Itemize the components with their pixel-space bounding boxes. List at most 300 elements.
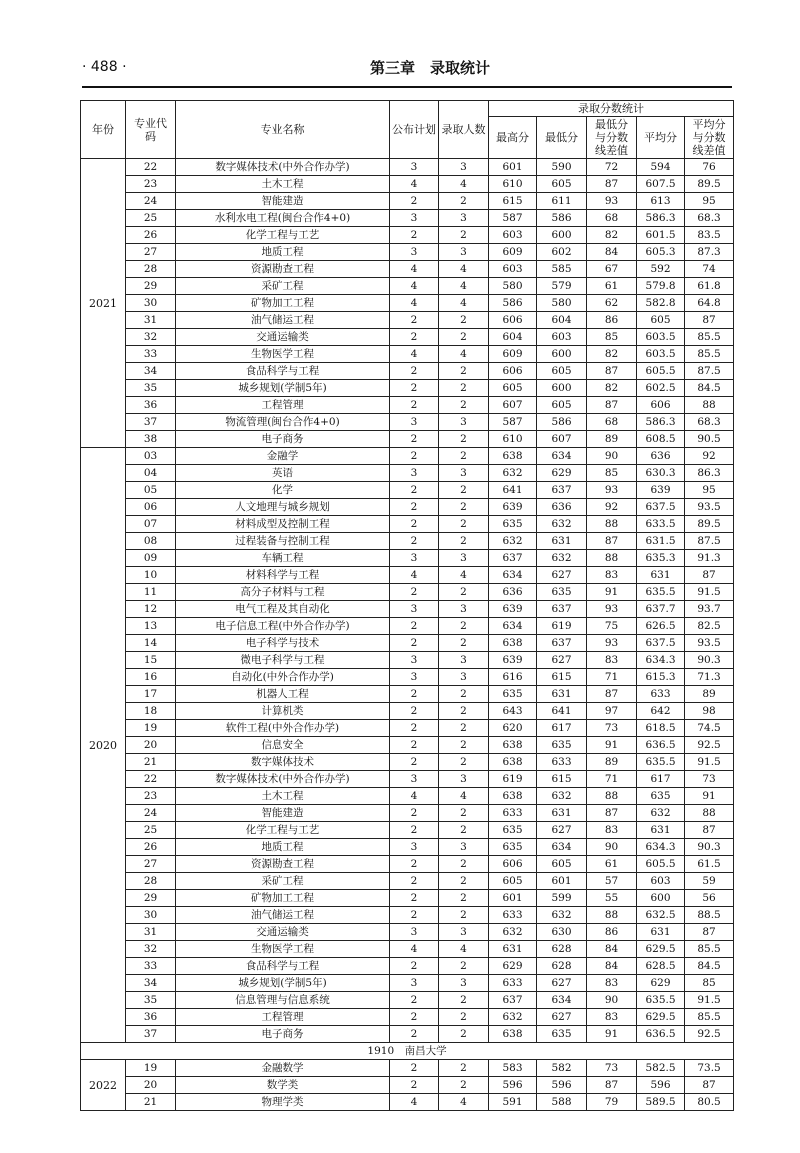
plan-cell: 2 bbox=[390, 431, 439, 448]
table-row bbox=[81, 958, 734, 975]
max-cell: 610 bbox=[489, 431, 537, 448]
max-cell: 635 bbox=[489, 822, 537, 839]
max-cell: 601 bbox=[489, 159, 537, 176]
code-cell: 37 bbox=[126, 1026, 176, 1043]
plan-cell: 2 bbox=[390, 737, 439, 754]
avg-diff-cell: 85.5 bbox=[685, 1009, 734, 1026]
table-row bbox=[81, 176, 734, 193]
avg-diff-cell: 89 bbox=[685, 686, 734, 703]
plan-cell: 2 bbox=[390, 1077, 439, 1094]
table-row bbox=[81, 754, 734, 771]
table-row bbox=[81, 278, 734, 295]
major-cell: 采矿工程 bbox=[176, 278, 390, 295]
table-row bbox=[81, 329, 734, 346]
min-cell: 630 bbox=[537, 924, 587, 941]
max-cell: 639 bbox=[489, 499, 537, 516]
avg-diff-cell: 91.3 bbox=[685, 550, 734, 567]
avg-diff-cell: 91.5 bbox=[685, 754, 734, 771]
max-cell: 605 bbox=[489, 873, 537, 890]
min-cell: 628 bbox=[537, 958, 587, 975]
min-diff-cell: 83 bbox=[587, 822, 637, 839]
min-cell: 580 bbox=[537, 295, 587, 312]
avg-cell: 617 bbox=[637, 771, 685, 788]
table-row bbox=[81, 380, 734, 397]
admitted-cell: 3 bbox=[439, 975, 489, 992]
avg-cell: 635 bbox=[637, 788, 685, 805]
avg-cell: 636.5 bbox=[637, 737, 685, 754]
min-cell: 605 bbox=[537, 856, 587, 873]
table-row bbox=[81, 771, 734, 788]
plan-cell: 2 bbox=[390, 686, 439, 703]
min-diff-cell: 88 bbox=[587, 550, 637, 567]
avg-diff-cell: 74 bbox=[685, 261, 734, 278]
max-cell: 637 bbox=[489, 550, 537, 567]
code-cell: 22 bbox=[126, 771, 176, 788]
admitted-cell: 2 bbox=[439, 584, 489, 601]
major-cell: 化学 bbox=[176, 482, 390, 499]
code-cell: 30 bbox=[126, 295, 176, 312]
avg-diff-cell: 89.5 bbox=[685, 516, 734, 533]
major-cell: 土木工程 bbox=[176, 176, 390, 193]
min-diff-cell: 85 bbox=[587, 329, 637, 346]
code-cell: 29 bbox=[126, 890, 176, 907]
min-diff-cell: 85 bbox=[587, 465, 637, 482]
major-cell: 食品科学与工程 bbox=[176, 363, 390, 380]
major-cell: 人文地理与城乡规划 bbox=[176, 499, 390, 516]
table-row bbox=[81, 312, 734, 329]
admitted-cell: 4 bbox=[439, 261, 489, 278]
table-row bbox=[81, 448, 734, 465]
avg-cell: 605 bbox=[637, 312, 685, 329]
code-cell: 26 bbox=[126, 839, 176, 856]
major-cell: 物流管理(闽台合作4+0) bbox=[176, 414, 390, 431]
code-cell: 24 bbox=[126, 193, 176, 210]
min-diff-cell: 68 bbox=[587, 414, 637, 431]
major-cell: 电子商务 bbox=[176, 1026, 390, 1043]
avg-cell: 632 bbox=[637, 805, 685, 822]
year-cell: 2022 bbox=[81, 1060, 126, 1111]
avg-cell: 601.5 bbox=[637, 227, 685, 244]
major-cell: 数学类 bbox=[176, 1077, 390, 1094]
avg-cell: 635.5 bbox=[637, 584, 685, 601]
min-diff-cell: 57 bbox=[587, 873, 637, 890]
major-cell: 电气工程及其自动化 bbox=[176, 601, 390, 618]
code-cell: 21 bbox=[126, 1094, 176, 1111]
min-diff-cell: 82 bbox=[587, 346, 637, 363]
min-cell: 633 bbox=[537, 754, 587, 771]
code-cell: 36 bbox=[126, 397, 176, 414]
max-cell: 586 bbox=[489, 295, 537, 312]
max-cell: 629 bbox=[489, 958, 537, 975]
major-cell: 信息安全 bbox=[176, 737, 390, 754]
admitted-cell: 2 bbox=[439, 754, 489, 771]
admitted-cell: 2 bbox=[439, 992, 489, 1009]
avg-diff-cell: 93.7 bbox=[685, 601, 734, 618]
major-cell: 化学工程与工艺 bbox=[176, 227, 390, 244]
admitted-cell: 3 bbox=[439, 839, 489, 856]
code-cell: 12 bbox=[126, 601, 176, 618]
plan-cell: 2 bbox=[390, 1026, 439, 1043]
major-cell: 计算机类 bbox=[176, 703, 390, 720]
avg-cell: 635.3 bbox=[637, 550, 685, 567]
max-cell: 606 bbox=[489, 363, 537, 380]
avg-cell: 637.5 bbox=[637, 635, 685, 652]
admitted-cell: 2 bbox=[439, 499, 489, 516]
avg-diff-cell: 85 bbox=[685, 975, 734, 992]
min-cell: 635 bbox=[537, 737, 587, 754]
min-cell: 634 bbox=[537, 992, 587, 1009]
min-diff-cell: 84 bbox=[587, 941, 637, 958]
avg-diff-cell: 68.3 bbox=[685, 210, 734, 227]
code-cell: 27 bbox=[126, 244, 176, 261]
avg-cell: 586.3 bbox=[637, 414, 685, 431]
major-cell: 水利水电工程(闽台合作4+0) bbox=[176, 210, 390, 227]
admitted-cell: 2 bbox=[439, 533, 489, 550]
code-cell: 22 bbox=[126, 159, 176, 176]
table-row bbox=[81, 1060, 734, 1077]
min-cell: 615 bbox=[537, 771, 587, 788]
min-cell: 603 bbox=[537, 329, 587, 346]
avg-cell: 626.5 bbox=[637, 618, 685, 635]
admitted-cell: 4 bbox=[439, 1094, 489, 1111]
avg-cell: 632.5 bbox=[637, 907, 685, 924]
avg-cell: 603 bbox=[637, 873, 685, 890]
avg-diff-cell: 73 bbox=[685, 771, 734, 788]
max-cell: 632 bbox=[489, 1009, 537, 1026]
admitted-cell: 2 bbox=[439, 363, 489, 380]
plan-cell: 2 bbox=[390, 380, 439, 397]
major-cell: 过程装备与控制工程 bbox=[176, 533, 390, 550]
min-diff-cell: 72 bbox=[587, 159, 637, 176]
code-cell: 21 bbox=[126, 754, 176, 771]
avg-cell: 636 bbox=[637, 448, 685, 465]
major-cell: 信息管理与信息系统 bbox=[176, 992, 390, 1009]
code-cell: 19 bbox=[126, 1060, 176, 1077]
major-cell: 车辆工程 bbox=[176, 550, 390, 567]
max-cell: 587 bbox=[489, 414, 537, 431]
avg-cell: 594 bbox=[637, 159, 685, 176]
avg-diff-cell: 87 bbox=[685, 312, 734, 329]
min-diff-cell: 91 bbox=[587, 737, 637, 754]
admitted-cell: 4 bbox=[439, 941, 489, 958]
min-diff-cell: 91 bbox=[587, 584, 637, 601]
avg-diff-cell: 95 bbox=[685, 193, 734, 210]
min-diff-cell: 97 bbox=[587, 703, 637, 720]
min-cell: 600 bbox=[537, 227, 587, 244]
major-cell: 数字媒体技术(中外合作办学) bbox=[176, 159, 390, 176]
major-cell: 生物医学工程 bbox=[176, 346, 390, 363]
plan-cell: 2 bbox=[390, 329, 439, 346]
avg-cell: 607.5 bbox=[637, 176, 685, 193]
code-cell: 07 bbox=[126, 516, 176, 533]
header-year: 年份 bbox=[81, 101, 126, 159]
min-diff-cell: 73 bbox=[587, 720, 637, 737]
avg-diff-cell: 93.5 bbox=[685, 499, 734, 516]
avg-cell: 603.5 bbox=[637, 329, 685, 346]
min-cell: 605 bbox=[537, 397, 587, 414]
admitted-cell: 3 bbox=[439, 244, 489, 261]
min-diff-cell: 67 bbox=[587, 261, 637, 278]
major-cell: 工程管理 bbox=[176, 397, 390, 414]
min-cell: 600 bbox=[537, 346, 587, 363]
header-admitted: 录取人数 bbox=[439, 101, 489, 159]
max-cell: 631 bbox=[489, 941, 537, 958]
max-cell: 615 bbox=[489, 193, 537, 210]
major-cell: 地质工程 bbox=[176, 839, 390, 856]
avg-cell: 615.3 bbox=[637, 669, 685, 686]
plan-cell: 3 bbox=[390, 159, 439, 176]
plan-cell: 2 bbox=[390, 227, 439, 244]
code-cell: 04 bbox=[126, 465, 176, 482]
avg-cell: 629 bbox=[637, 975, 685, 992]
table-row bbox=[81, 193, 734, 210]
min-diff-cell: 88 bbox=[587, 907, 637, 924]
max-cell: 638 bbox=[489, 1026, 537, 1043]
min-diff-cell: 93 bbox=[587, 193, 637, 210]
code-cell: 16 bbox=[126, 669, 176, 686]
min-cell: 637 bbox=[537, 601, 587, 618]
avg-diff-cell: 76 bbox=[685, 159, 734, 176]
avg-cell: 631 bbox=[637, 567, 685, 584]
admission-table bbox=[80, 100, 734, 1111]
min-diff-cell: 86 bbox=[587, 312, 637, 329]
major-cell: 数字媒体技术 bbox=[176, 754, 390, 771]
header-max: 最高分 bbox=[489, 117, 537, 159]
major-cell: 工程管理 bbox=[176, 1009, 390, 1026]
min-diff-cell: 83 bbox=[587, 975, 637, 992]
max-cell: 641 bbox=[489, 482, 537, 499]
max-cell: 603 bbox=[489, 261, 537, 278]
avg-cell: 635.5 bbox=[637, 992, 685, 1009]
min-cell: 579 bbox=[537, 278, 587, 295]
max-cell: 609 bbox=[489, 346, 537, 363]
admitted-cell: 2 bbox=[439, 329, 489, 346]
code-cell: 34 bbox=[126, 975, 176, 992]
plan-cell: 2 bbox=[390, 822, 439, 839]
table-row bbox=[81, 856, 734, 873]
max-cell: 610 bbox=[489, 176, 537, 193]
min-cell: 596 bbox=[537, 1077, 587, 1094]
plan-cell: 2 bbox=[390, 873, 439, 890]
avg-diff-cell: 82.5 bbox=[685, 618, 734, 635]
avg-diff-cell: 92.5 bbox=[685, 1026, 734, 1043]
code-cell: 32 bbox=[126, 329, 176, 346]
avg-diff-cell: 85.5 bbox=[685, 941, 734, 958]
max-cell: 634 bbox=[489, 567, 537, 584]
avg-diff-cell: 84.5 bbox=[685, 958, 734, 975]
table-row bbox=[81, 244, 734, 261]
code-cell: 29 bbox=[126, 278, 176, 295]
min-diff-cell: 84 bbox=[587, 958, 637, 975]
major-cell: 土木工程 bbox=[176, 788, 390, 805]
header-code: 专业代码 bbox=[126, 101, 176, 159]
table-row bbox=[81, 635, 734, 652]
max-cell: 638 bbox=[489, 737, 537, 754]
plan-cell: 3 bbox=[390, 771, 439, 788]
admitted-cell: 2 bbox=[439, 1026, 489, 1043]
min-cell: 586 bbox=[537, 210, 587, 227]
code-cell: 35 bbox=[126, 992, 176, 1009]
code-cell: 26 bbox=[126, 227, 176, 244]
avg-cell: 596 bbox=[637, 1077, 685, 1094]
min-diff-cell: 92 bbox=[587, 499, 637, 516]
max-cell: 607 bbox=[489, 397, 537, 414]
avg-cell: 637.7 bbox=[637, 601, 685, 618]
min-cell: 607 bbox=[537, 431, 587, 448]
max-cell: 616 bbox=[489, 669, 537, 686]
table-row bbox=[81, 720, 734, 737]
min-diff-cell: 84 bbox=[587, 244, 637, 261]
code-cell: 23 bbox=[126, 788, 176, 805]
plan-cell: 2 bbox=[390, 703, 439, 720]
min-diff-cell: 87 bbox=[587, 363, 637, 380]
min-cell: 629 bbox=[537, 465, 587, 482]
code-cell: 10 bbox=[126, 567, 176, 584]
max-cell: 609 bbox=[489, 244, 537, 261]
avg-diff-cell: 64.8 bbox=[685, 295, 734, 312]
admitted-cell: 3 bbox=[439, 159, 489, 176]
table-row bbox=[81, 567, 734, 584]
plan-cell: 4 bbox=[390, 295, 439, 312]
header-rule bbox=[82, 86, 732, 88]
admitted-cell: 2 bbox=[439, 890, 489, 907]
table-row bbox=[81, 227, 734, 244]
avg-diff-cell: 87.3 bbox=[685, 244, 734, 261]
table-row bbox=[81, 414, 734, 431]
min-diff-cell: 75 bbox=[587, 618, 637, 635]
min-diff-cell: 82 bbox=[587, 227, 637, 244]
major-cell: 金融数学 bbox=[176, 1060, 390, 1077]
major-cell: 矿物加工工程 bbox=[176, 890, 390, 907]
plan-cell: 2 bbox=[390, 618, 439, 635]
plan-cell: 2 bbox=[390, 584, 439, 601]
avg-diff-cell: 92.5 bbox=[685, 737, 734, 754]
avg-cell: 605.5 bbox=[637, 363, 685, 380]
min-cell: 585 bbox=[537, 261, 587, 278]
admitted-cell: 2 bbox=[439, 720, 489, 737]
table-row bbox=[81, 550, 734, 567]
avg-cell: 635.5 bbox=[637, 754, 685, 771]
code-cell: 30 bbox=[126, 907, 176, 924]
avg-diff-cell: 91.5 bbox=[685, 584, 734, 601]
plan-cell: 2 bbox=[390, 754, 439, 771]
avg-cell: 605.5 bbox=[637, 856, 685, 873]
code-cell: 28 bbox=[126, 873, 176, 890]
avg-cell: 631.5 bbox=[637, 533, 685, 550]
max-cell: 634 bbox=[489, 618, 537, 635]
table-row bbox=[81, 1094, 734, 1111]
page-number: · 488 · bbox=[82, 59, 127, 75]
avg-diff-cell: 92 bbox=[685, 448, 734, 465]
table-row bbox=[81, 618, 734, 635]
header-min-diff: 最低分与分数线差值 bbox=[587, 117, 637, 159]
avg-cell: 579.8 bbox=[637, 278, 685, 295]
plan-cell: 3 bbox=[390, 601, 439, 618]
code-cell: 20 bbox=[126, 737, 176, 754]
min-cell: 617 bbox=[537, 720, 587, 737]
min-diff-cell: 79 bbox=[587, 1094, 637, 1111]
admitted-cell: 3 bbox=[439, 550, 489, 567]
plan-cell: 2 bbox=[390, 533, 439, 550]
max-cell: 643 bbox=[489, 703, 537, 720]
table-row bbox=[81, 941, 734, 958]
admitted-cell: 3 bbox=[439, 669, 489, 686]
avg-cell: 589.5 bbox=[637, 1094, 685, 1111]
max-cell: 632 bbox=[489, 924, 537, 941]
major-cell: 电子商务 bbox=[176, 431, 390, 448]
admitted-cell: 2 bbox=[439, 448, 489, 465]
min-diff-cell: 62 bbox=[587, 295, 637, 312]
min-diff-cell: 90 bbox=[587, 839, 637, 856]
year-cell: 2021 bbox=[81, 159, 126, 448]
plan-cell: 4 bbox=[390, 278, 439, 295]
major-cell: 食品科学与工程 bbox=[176, 958, 390, 975]
plan-cell: 3 bbox=[390, 924, 439, 941]
table-row bbox=[81, 686, 734, 703]
major-cell: 机器人工程 bbox=[176, 686, 390, 703]
table-row bbox=[81, 261, 734, 278]
university-row bbox=[81, 1043, 734, 1060]
code-cell: 37 bbox=[126, 414, 176, 431]
avg-cell: 606 bbox=[637, 397, 685, 414]
min-cell: 604 bbox=[537, 312, 587, 329]
admitted-cell: 4 bbox=[439, 788, 489, 805]
table-row bbox=[81, 737, 734, 754]
major-cell: 材料成型及控制工程 bbox=[176, 516, 390, 533]
max-cell: 632 bbox=[489, 465, 537, 482]
max-cell: 587 bbox=[489, 210, 537, 227]
header-avg: 平均分 bbox=[637, 117, 685, 159]
min-diff-cell: 89 bbox=[587, 754, 637, 771]
min-cell: 634 bbox=[537, 839, 587, 856]
avg-cell: 603.5 bbox=[637, 346, 685, 363]
avg-cell: 629.5 bbox=[637, 941, 685, 958]
avg-diff-cell: 90.3 bbox=[685, 839, 734, 856]
avg-cell: 631 bbox=[637, 924, 685, 941]
min-cell: 628 bbox=[537, 941, 587, 958]
code-cell: 38 bbox=[126, 431, 176, 448]
max-cell: 638 bbox=[489, 754, 537, 771]
code-cell: 19 bbox=[126, 720, 176, 737]
major-cell: 数字媒体技术(中外合作办学) bbox=[176, 771, 390, 788]
min-cell: 636 bbox=[537, 499, 587, 516]
avg-cell: 630.3 bbox=[637, 465, 685, 482]
max-cell: 596 bbox=[489, 1077, 537, 1094]
code-cell: 31 bbox=[126, 312, 176, 329]
code-cell: 24 bbox=[126, 805, 176, 822]
admitted-cell: 2 bbox=[439, 227, 489, 244]
chapter-title: 第三章 录取统计 bbox=[370, 59, 491, 77]
min-cell: 582 bbox=[537, 1060, 587, 1077]
major-cell: 智能建造 bbox=[176, 193, 390, 210]
min-diff-cell: 73 bbox=[587, 1060, 637, 1077]
admitted-cell: 2 bbox=[439, 618, 489, 635]
max-cell: 635 bbox=[489, 686, 537, 703]
table-row bbox=[81, 210, 734, 227]
avg-diff-cell: 87 bbox=[685, 567, 734, 584]
avg-diff-cell: 91.5 bbox=[685, 992, 734, 1009]
table-row bbox=[81, 465, 734, 482]
major-cell: 生物医学工程 bbox=[176, 941, 390, 958]
min-diff-cell: 87 bbox=[587, 1077, 637, 1094]
admitted-cell: 2 bbox=[439, 516, 489, 533]
admitted-cell: 2 bbox=[439, 397, 489, 414]
min-cell: 632 bbox=[537, 907, 587, 924]
max-cell: 639 bbox=[489, 601, 537, 618]
table-row bbox=[81, 788, 734, 805]
avg-cell: 634.3 bbox=[637, 652, 685, 669]
avg-cell: 605.3 bbox=[637, 244, 685, 261]
